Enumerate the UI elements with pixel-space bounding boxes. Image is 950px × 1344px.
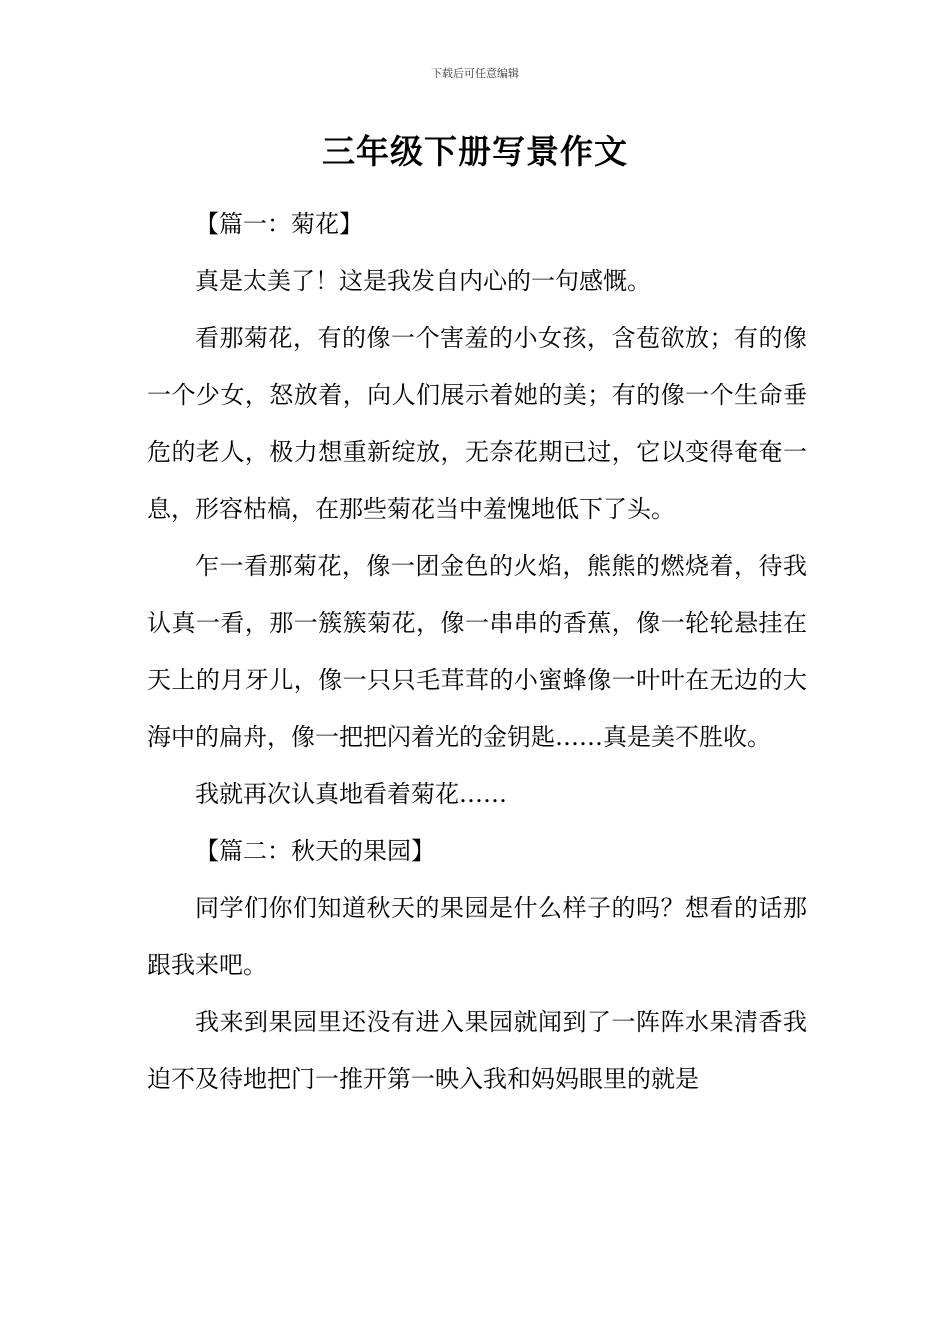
paragraph: 同学们你们知道秋天的果园是什么样子的吗？想看的话那跟我来吧。 — [147, 894, 807, 979]
paragraph: 真是太美了！这是我发自内心的一句感慨。 — [195, 267, 651, 295]
document-title: 三年级下册写景作文 — [322, 132, 628, 171]
section-heading-2: 【篇二：秋天的果园】 — [195, 837, 435, 865]
document-body — [147, 196, 807, 1108]
paragraph: 乍一看那菊花，像一团金色的火焰，熊熊的燃烧着，待我认真一看，那一簇簇菊花，像一串串的香蕉，像一轮轮悬挂在天上的月牙儿，像一只只毛茸茸的小蜜蜂像一叶叶在无边的大海中的扁舟，像一把把闪着光的金钥匙……真是美不胜收。 — [147, 552, 807, 751]
paragraph: 看那菊花，有的像一个害羞的小女孩，含苞欲放；有的像一个少女，怒放着，向人们展示着她的美；有的像一个生命垂危的老人，极力想重新绽放，无奈花期已过，它以变得奄奄一息，形容枯槁，在那些菊花当中羞愧地低下了头。 — [147, 324, 807, 523]
paragraph: 我就再次认真地看着菊花…… — [195, 780, 507, 808]
header-note: 下载后可任意编辑 — [431, 67, 519, 80]
section-heading-1: 【篇一：菊花】 — [195, 210, 363, 238]
paragraph: 我来到果园里还没有进入果园就闻到了一阵阵水果清香我迫不及待地把门一推开第一映入我和妈妈眼里的就是 — [147, 1008, 807, 1093]
